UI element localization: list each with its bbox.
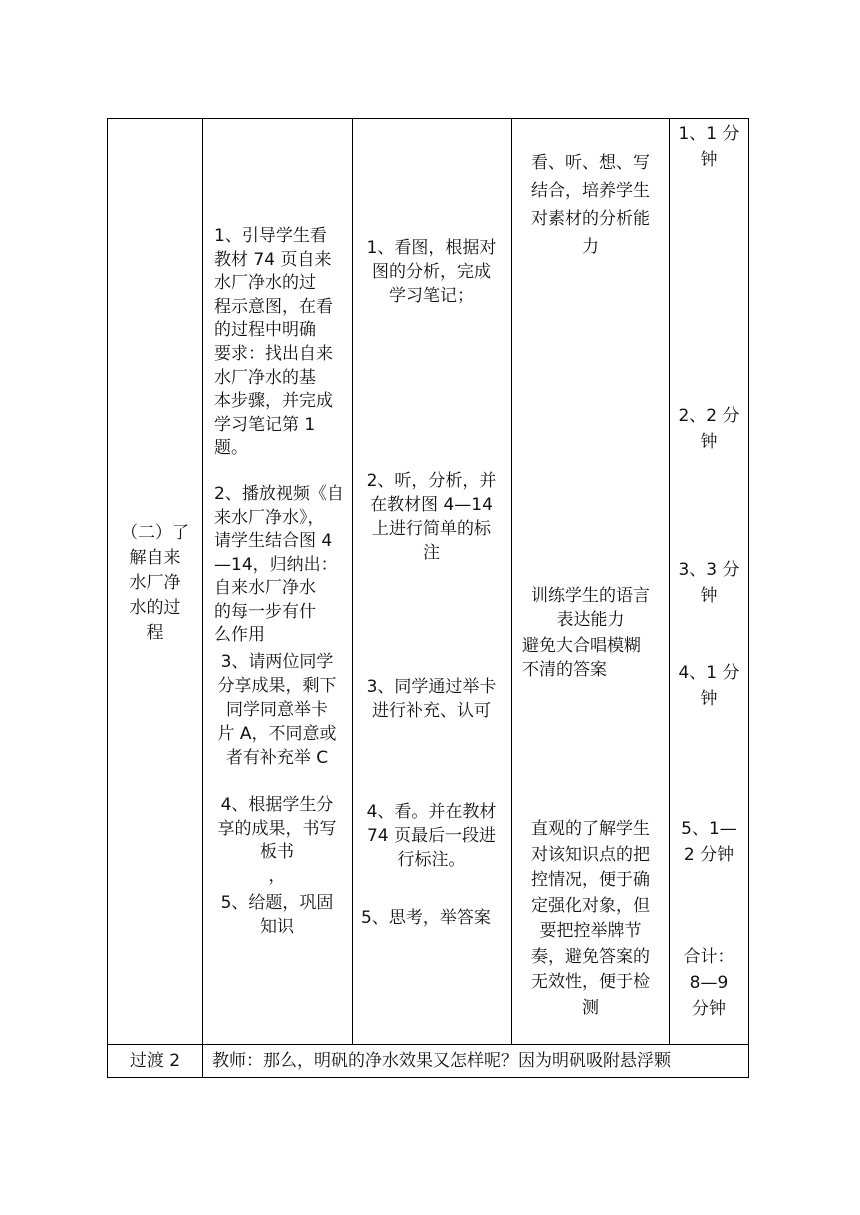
student-activity-1: 1、看图，根据对 图的分析，完成 学习笔记； bbox=[366, 238, 497, 306]
student-activity-5: 5、思考，举答案 bbox=[361, 908, 491, 928]
time-1: 1、1 分 钟 bbox=[678, 124, 740, 170]
teacher-activity-1: 1、引导学生看 教材 74 页自来 水厂净水的过 程示意图，在看 的过程中明确 要求：找出自来 水厂净水的基 本步骤，并完成 学习笔记第 1 题。 bbox=[214, 226, 333, 459]
time-5: 5、1— 2 分钟 bbox=[681, 819, 737, 865]
teacher-activity-3: 3、请两位同学 分享成果，剩下 同学同意举卡 片 A，不同意或 者有补充举 C bbox=[217, 652, 337, 768]
design-intent-2a: 训练学生的语言 表达能力 bbox=[531, 586, 650, 630]
column-divider-1 bbox=[202, 118, 203, 1078]
design-intent-3: 直观的了解学生 对该知识点的把 控情况，便于确 定强化对象，但 要把控举牌节 奏，避免答案的 无效性，便于检 测 bbox=[531, 819, 650, 1018]
column-divider-2 bbox=[352, 118, 353, 1045]
transition-stage: 过渡 2 bbox=[129, 1051, 181, 1071]
teacher-activity-4: 4、根据学生分 享的成果，书写 板书 ， bbox=[217, 795, 337, 886]
column-divider-4 bbox=[669, 118, 670, 1045]
table-top-border bbox=[107, 118, 749, 119]
teacher-activity-5: 5、给题，巩固 知识 bbox=[220, 893, 334, 937]
table-right-border bbox=[748, 118, 749, 1078]
time-4: 4、1 分 钟 bbox=[678, 663, 740, 709]
student-activity-3: 3、同学通过举卡 进行补充、认可 bbox=[366, 677, 497, 721]
table-left-border bbox=[107, 118, 108, 1078]
row-divider bbox=[107, 1044, 749, 1045]
design-intent-2b: 避免大合唱模糊 不清的答案 bbox=[522, 636, 641, 680]
transition-content: 教师：那么，明矾的净水效果又怎样呢？因为明矾吸附悬浮颗 bbox=[212, 1051, 671, 1071]
column-divider-3 bbox=[511, 118, 512, 1045]
table-bottom-border bbox=[107, 1077, 749, 1078]
time-2: 2、2 分 钟 bbox=[678, 406, 740, 452]
student-activity-4: 4、看。并在教材 74 页最后一段进 行标注。 bbox=[366, 802, 497, 870]
time-3: 3、3 分 钟 bbox=[678, 560, 740, 606]
time-total: 合计： 8—9 分钟 bbox=[683, 947, 735, 1019]
student-activity-2: 2、听，分析，并 在教材图 4—14 上进行简单的标 注 bbox=[366, 471, 497, 563]
design-intent-1: 看、听、想、写 结合，培养学生 对素材的分析能 力 bbox=[531, 153, 650, 257]
teacher-activity-2: 2、播放视频《自 来水厂净水》， 请学生结合图 4 —14，归纳出： 自来水厂净水 的每一步有什 么作用 bbox=[214, 484, 344, 645]
stage-cell: （二）了 解自来 水厂净 水的过 程 bbox=[121, 523, 189, 643]
